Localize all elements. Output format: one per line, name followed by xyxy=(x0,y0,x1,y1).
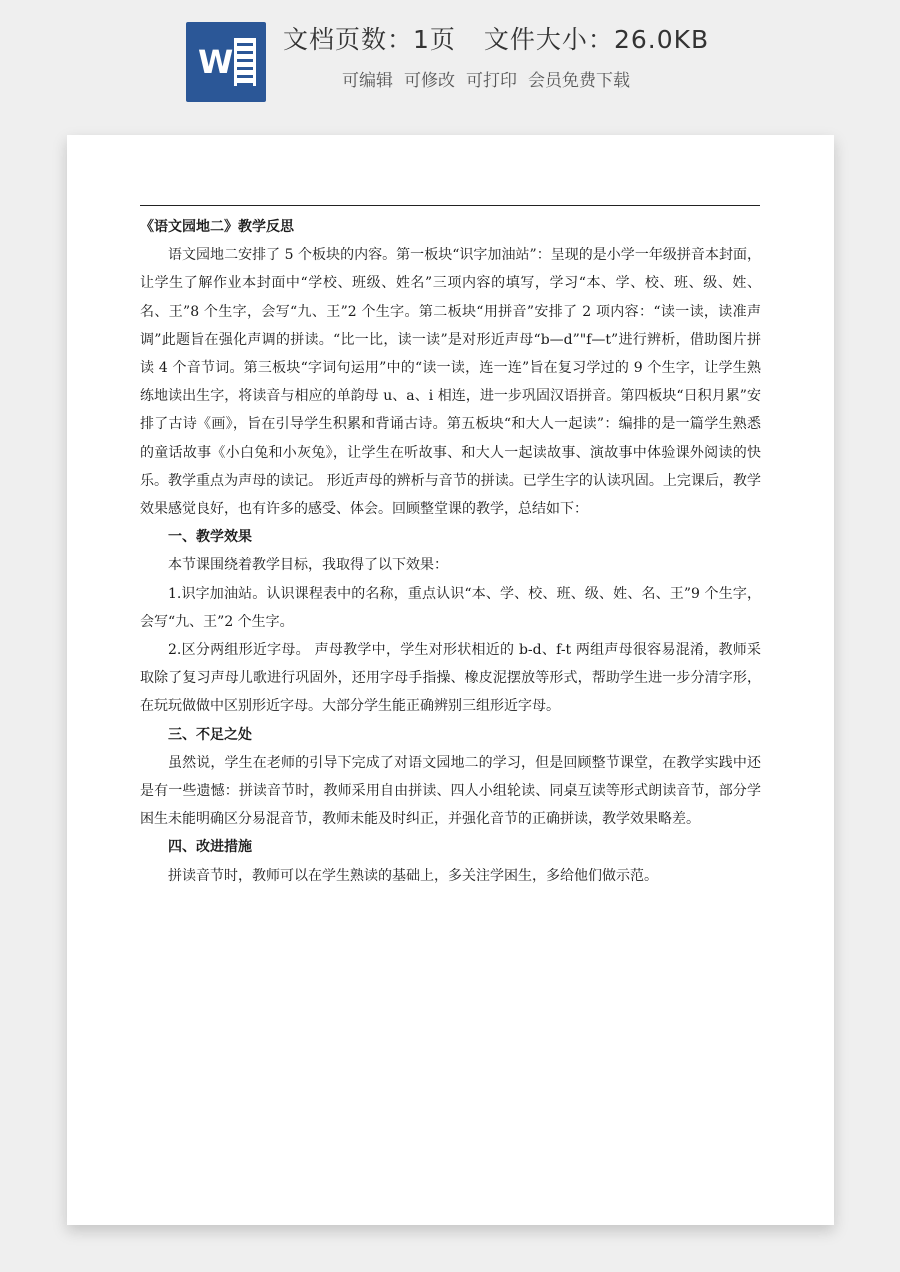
file-size-value: 26.0KB xyxy=(613,25,710,54)
effect-item-2: 2.区分两组形近字母。 声母教学中，学生对形状相近的 b-d、f-t 两组声母很容易混淆，教师采取除了复习声母儿歌进行巩固外，还用字母手指操、橡皮泥摆放等形式，帮助学生进一步分清字形，在玩玩做做中区别形近字母。大部分学生能正确辨别三组形近字母。 xyxy=(140,642,761,715)
download-info-header xyxy=(0,0,900,120)
section-heading-improvements: 四、改进措施 xyxy=(168,839,252,856)
word-document-icon xyxy=(186,22,266,102)
feature-printable: 可打印 xyxy=(466,71,517,91)
feature-member-download: 会员免费下载 xyxy=(528,71,630,91)
document-page xyxy=(67,135,834,1225)
page-count-value: 1页 xyxy=(413,25,456,54)
page-count-label: 文档页数： xyxy=(283,25,414,54)
section-heading-shortcomings: 三、不足之处 xyxy=(168,726,252,743)
feature-modifiable: 可修改 xyxy=(404,71,455,91)
improvements-paragraph: 拼读音节时，教师可以在学生熟读的基础上，多关注学困生，多给他们做示范。 xyxy=(168,867,658,884)
section-heading-effect: 一、教学效果 xyxy=(168,529,252,546)
intro-paragraph: 语文园地二安排了 5 个板块的内容。第一板块“识字加油站”：呈现的是小学一年级拼音本封面，让学生了解作业本封面中“学校、班级、姓名”三项内容的填写，学习“本、学、校、班、级、姓、名、王”8 个生字，会写“九、王”2 个生字。第二板块“用拼音”安排了 2 项内容：“读一读，读准声调”此题旨在强化声调的拼读。“比一比，读一读”是对形近声母“b—d”"f—t”进行辨析，借助图片拼读 4 个音节词。第三板块“字词句运用”中的“读一读，连一连”旨在复习学过的 9 个生字，让学生熟练地读出生字，将读音与相应的单韵母 u、a、i 相连，进一步巩固汉语拼音。第四板块“日积月累”安排了古诗《画》，旨在引导学生积累和背诵古诗。第五板块“和大人一起读”：编排的是一篇学生熟悉的童话故事《小白兔和小灰兔》，让学生在听故事、和大人一起读故事、演故事中体验课外阅读的快乐。教学重点为声母的读记。 形近声母的辨析与音节的拼读。已学生字的认读巩固。上完课后，教学效果感觉良好，也有许多的感受、体会。回顾整堂课的教学，总结如下： xyxy=(140,247,761,518)
effect-intro-paragraph: 本节课围绕着教学目标，我取得了以下效果： xyxy=(168,557,448,574)
shortcomings-paragraph: 虽然说，学生在老师的引导下完成了对语文园地二的学习，但是回顾整节课堂，在教学实践中还是有一些遗憾：拼读音节时，教师采用自由拼读、四人小组轮读、同桌互读等形式朗读音节，部分学困生未能明确区分易混音节，教师未能及时纠正，并强化音节的正确拼读，教学效果略差。 xyxy=(140,754,761,828)
feature-editable: 可编辑 xyxy=(342,71,393,91)
feature-list xyxy=(342,66,641,91)
document-title: 《语文园地二》教学反思 xyxy=(140,219,294,235)
file-size-label: 文件大小： xyxy=(483,25,614,54)
word-letter: W xyxy=(198,43,234,81)
file-meta xyxy=(283,20,709,56)
effect-item-1: 1.识字加油站。认识课程表中的名称，重点认识“本、学、校、班、级、姓、名、王”9 个生字，会写“九、王”2 个生字。 xyxy=(140,585,761,630)
document-content xyxy=(140,213,761,890)
document-lines-icon xyxy=(234,38,256,86)
header-rule xyxy=(140,205,760,206)
